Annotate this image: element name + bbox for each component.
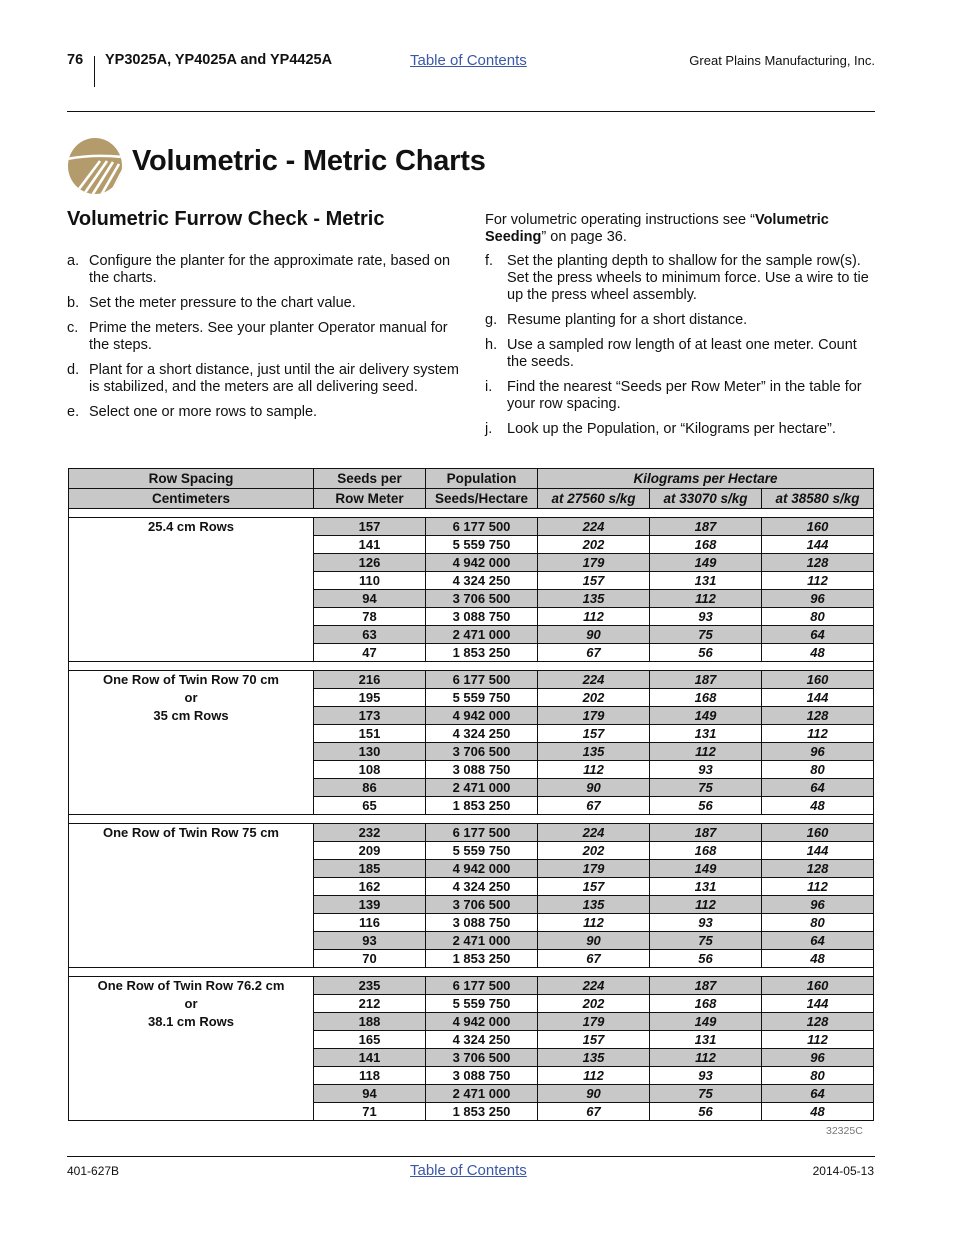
seeds-per-row-meter-cell: 235 — [314, 977, 426, 995]
kg-per-hectare-cell: 157 — [538, 725, 650, 743]
kg-per-hectare-cell: 149 — [650, 707, 762, 725]
kg-per-hectare-cell: 187 — [650, 824, 762, 842]
kg-per-hectare-cell: 128 — [762, 554, 874, 572]
row-spacing-label — [69, 824, 314, 968]
seeds-per-row-meter-cell: 195 — [314, 689, 426, 707]
kg-per-hectare-cell: 187 — [650, 518, 762, 536]
header-seeds-hectare: Seeds/Hectare — [426, 489, 538, 509]
kg-per-hectare-cell: 144 — [762, 995, 874, 1013]
kg-per-hectare-cell: 202 — [538, 689, 650, 707]
row-spacing-line: or — [184, 996, 198, 1011]
kg-per-hectare-cell: 160 — [762, 518, 874, 536]
population-cell: 3 088 750 — [426, 608, 538, 626]
step-text: Set the planting depth to shallow for the sample row(s). Set the press wheels to minimum force. Use a wire to tie up the press wheel assembly. — [507, 253, 869, 303]
kg-per-hectare-cell: 131 — [650, 1031, 762, 1049]
kg-per-hectare-cell: 149 — [650, 554, 762, 572]
document-date: 2014-05-13 — [812, 1164, 874, 1178]
row-spacing-line: 25.4 cm Rows — [148, 519, 234, 534]
header-population: Population — [426, 469, 538, 489]
kg-per-hectare-cell: 75 — [650, 779, 762, 797]
step-text: Prime the meters. See your planter Operator manual for the steps. — [89, 320, 448, 353]
population-cell: 4 942 000 — [426, 1013, 538, 1031]
population-cell: 1 853 250 — [426, 797, 538, 815]
header-kg-col: at 38580 s/kg — [762, 489, 874, 509]
population-cell: 1 853 250 — [426, 644, 538, 662]
seeds-per-row-meter-cell: 78 — [314, 608, 426, 626]
kg-per-hectare-cell: 80 — [762, 761, 874, 779]
kg-per-hectare-cell: 48 — [762, 950, 874, 968]
table-row — [69, 824, 874, 842]
kg-per-hectare-cell: 112 — [538, 608, 650, 626]
section-heading: Volumetric Furrow Check - Metric — [67, 208, 385, 230]
kg-per-hectare-cell: 135 — [538, 743, 650, 761]
kg-per-hectare-cell: 131 — [650, 725, 762, 743]
seeds-per-row-meter-cell: 47 — [314, 644, 426, 662]
population-cell: 6 177 500 — [426, 977, 538, 995]
seeds-per-row-meter-cell: 157 — [314, 518, 426, 536]
step-letter: j. — [485, 421, 493, 437]
great-plains-logo-icon — [67, 137, 123, 195]
kg-per-hectare-cell: 64 — [762, 626, 874, 644]
population-cell: 6 177 500 — [426, 671, 538, 689]
step-item — [485, 337, 877, 371]
step-text: Look up the Population, or “Kilograms per hectare”. — [507, 421, 836, 437]
population-cell: 5 559 750 — [426, 536, 538, 554]
population-cell: 3 088 750 — [426, 914, 538, 932]
kg-per-hectare-cell: 67 — [538, 644, 650, 662]
kg-per-hectare-cell: 160 — [762, 977, 874, 995]
step-letter: d. — [67, 362, 80, 378]
population-cell: 3 088 750 — [426, 761, 538, 779]
kg-per-hectare-cell: 112 — [762, 725, 874, 743]
header-kg-col: at 33070 s/kg — [650, 489, 762, 509]
kg-per-hectare-cell: 75 — [650, 1085, 762, 1103]
step-letter: b. — [67, 295, 80, 311]
step-letter: e. — [67, 404, 80, 420]
step-text: Plant for a short distance, just until the air delivery system is stabilized, and the meters are all delivering seed. — [89, 362, 459, 395]
kg-per-hectare-cell: 160 — [762, 671, 874, 689]
kg-per-hectare-cell: 48 — [762, 644, 874, 662]
step-item — [485, 421, 877, 438]
kg-per-hectare-cell: 187 — [650, 977, 762, 995]
kg-per-hectare-cell: 157 — [538, 1031, 650, 1049]
population-cell: 4 942 000 — [426, 860, 538, 878]
kg-per-hectare-cell: 96 — [762, 743, 874, 761]
seeds-per-row-meter-cell: 118 — [314, 1067, 426, 1085]
seeds-per-row-meter-cell: 216 — [314, 671, 426, 689]
kg-per-hectare-cell: 160 — [762, 824, 874, 842]
step-text: Find the nearest “Seeds per Row Meter” in the table for your row spacing. — [507, 379, 862, 412]
kg-per-hectare-cell: 64 — [762, 1085, 874, 1103]
step-item — [67, 320, 462, 354]
population-cell: 4 324 250 — [426, 572, 538, 590]
row-spacing-line: One Row of Twin Row 70 cm — [103, 672, 279, 687]
kg-per-hectare-cell: 112 — [762, 878, 874, 896]
steps-right — [485, 212, 877, 446]
document-number: 401-627B — [67, 1164, 120, 1178]
header-row-meter: Row Meter — [314, 489, 426, 509]
page-title: Volumetric - Metric Charts — [132, 145, 486, 177]
header-rule — [67, 111, 875, 112]
kg-per-hectare-cell: 144 — [762, 689, 874, 707]
seeds-per-row-meter-cell: 232 — [314, 824, 426, 842]
figure-id: 32325C — [826, 1125, 863, 1137]
group-spacer — [69, 662, 874, 671]
population-cell: 6 177 500 — [426, 824, 538, 842]
kg-per-hectare-cell: 67 — [538, 1103, 650, 1121]
seeds-per-row-meter-cell: 86 — [314, 779, 426, 797]
seeds-per-row-meter-cell: 185 — [314, 860, 426, 878]
seeds-per-row-meter-cell: 141 — [314, 1049, 426, 1067]
seeds-per-row-meter-cell: 108 — [314, 761, 426, 779]
seeds-per-row-meter-cell: 71 — [314, 1103, 426, 1121]
kg-per-hectare-cell: 112 — [538, 914, 650, 932]
population-cell: 5 559 750 — [426, 995, 538, 1013]
kg-per-hectare-cell: 90 — [538, 626, 650, 644]
step-item — [67, 404, 462, 421]
step-letter: f. — [485, 253, 494, 269]
spacer-cell — [69, 815, 874, 824]
kg-per-hectare-cell: 90 — [538, 932, 650, 950]
kg-per-hectare-cell: 202 — [538, 995, 650, 1013]
kg-per-hectare-cell: 112 — [762, 572, 874, 590]
kg-per-hectare-cell: 64 — [762, 779, 874, 797]
intro-reference: Volumetric Seeding — [485, 212, 829, 245]
kg-per-hectare-cell: 179 — [538, 1013, 650, 1031]
kg-per-hectare-cell: 64 — [762, 932, 874, 950]
toc-link-footer[interactable]: Table of Contents — [410, 1162, 527, 1179]
kg-per-hectare-cell: 112 — [650, 590, 762, 608]
steps-left — [67, 253, 462, 429]
step-item — [485, 379, 877, 413]
kg-per-hectare-cell: 80 — [762, 914, 874, 932]
kg-per-hectare-cell: 224 — [538, 824, 650, 842]
intro-text-after: ” on page 36. — [541, 229, 627, 245]
kg-per-hectare-cell: 56 — [650, 644, 762, 662]
company-name: Great Plains Manufacturing, Inc. — [689, 53, 875, 68]
population-cell: 1 853 250 — [426, 950, 538, 968]
kg-per-hectare-cell: 112 — [650, 743, 762, 761]
kg-per-hectare-cell: 135 — [538, 590, 650, 608]
kg-per-hectare-cell: 157 — [538, 878, 650, 896]
spacer-cell — [69, 968, 874, 977]
seeds-per-row-meter-cell: 151 — [314, 725, 426, 743]
population-cell: 4 942 000 — [426, 554, 538, 572]
row-spacing-label — [69, 977, 314, 1121]
kg-per-hectare-cell: 187 — [650, 671, 762, 689]
row-spacing-line: or — [184, 690, 198, 705]
population-cell: 3 706 500 — [426, 896, 538, 914]
step-item — [485, 312, 877, 329]
kg-per-hectare-cell: 168 — [650, 689, 762, 707]
kg-per-hectare-cell: 168 — [650, 842, 762, 860]
step-item — [485, 253, 877, 304]
seeds-per-row-meter-cell: 94 — [314, 1085, 426, 1103]
table-row — [69, 518, 874, 536]
seeds-per-row-meter-cell: 116 — [314, 914, 426, 932]
population-cell: 2 471 000 — [426, 626, 538, 644]
seeds-per-row-meter-cell: 212 — [314, 995, 426, 1013]
step-item — [67, 295, 462, 312]
kg-per-hectare-cell: 112 — [538, 761, 650, 779]
group-spacer — [69, 815, 874, 824]
kg-per-hectare-cell: 202 — [538, 536, 650, 554]
seeds-per-row-meter-cell: 188 — [314, 1013, 426, 1031]
kg-per-hectare-cell: 67 — [538, 797, 650, 815]
intro-paragraph — [485, 212, 877, 246]
document-title: YP3025A, YP4025A and YP4425A — [105, 52, 333, 68]
kg-per-hectare-cell: 128 — [762, 1013, 874, 1031]
seeds-per-row-meter-cell: 162 — [314, 878, 426, 896]
row-spacing-line: 35 cm Rows — [153, 708, 229, 723]
seeds-per-row-meter-cell: 173 — [314, 707, 426, 725]
kg-per-hectare-cell: 202 — [538, 842, 650, 860]
kg-per-hectare-cell: 80 — [762, 608, 874, 626]
population-cell: 2 471 000 — [426, 779, 538, 797]
kg-per-hectare-cell: 112 — [762, 1031, 874, 1049]
kg-per-hectare-cell: 93 — [650, 914, 762, 932]
kg-per-hectare-cell: 168 — [650, 536, 762, 554]
kg-per-hectare-cell: 112 — [650, 896, 762, 914]
table-body — [69, 509, 874, 1121]
seeds-per-row-meter-cell: 63 — [314, 626, 426, 644]
kg-per-hectare-cell: 168 — [650, 995, 762, 1013]
population-cell: 1 853 250 — [426, 1103, 538, 1121]
kg-per-hectare-cell: 144 — [762, 842, 874, 860]
kg-per-hectare-cell: 149 — [650, 1013, 762, 1031]
header-centimeters: Centimeters — [69, 489, 314, 509]
table-header — [69, 469, 874, 509]
kg-per-hectare-cell: 131 — [650, 878, 762, 896]
kg-per-hectare-cell: 149 — [650, 860, 762, 878]
population-cell: 4 324 250 — [426, 1031, 538, 1049]
kg-per-hectare-cell: 93 — [650, 608, 762, 626]
footer-rule — [67, 1156, 875, 1157]
kg-per-hectare-cell: 48 — [762, 1103, 874, 1121]
seeds-per-row-meter-cell: 165 — [314, 1031, 426, 1049]
kg-per-hectare-cell: 128 — [762, 860, 874, 878]
row-spacing-line: One Row of Twin Row 76.2 cm — [97, 978, 285, 993]
table-row — [69, 671, 874, 689]
header-seeds-per: Seeds per — [314, 469, 426, 489]
population-cell: 4 324 250 — [426, 878, 538, 896]
kg-per-hectare-cell: 56 — [650, 950, 762, 968]
kg-per-hectare-cell: 135 — [538, 1049, 650, 1067]
seeds-per-row-meter-cell: 110 — [314, 572, 426, 590]
seeds-per-row-meter-cell: 94 — [314, 590, 426, 608]
kg-per-hectare-cell: 80 — [762, 1067, 874, 1085]
header-row-spacing: Row Spacing — [69, 469, 314, 489]
toc-link-header[interactable]: Table of Contents — [410, 52, 527, 69]
header-divider — [94, 56, 95, 87]
step-text: Use a sampled row length of at least one meter. Count the seeds. — [507, 337, 857, 370]
population-cell: 3 706 500 — [426, 1049, 538, 1067]
seeds-per-row-meter-cell: 139 — [314, 896, 426, 914]
table-row — [69, 977, 874, 995]
header-kg-per-hectare: Kilograms per Hectare — [538, 469, 874, 489]
kg-per-hectare-cell: 144 — [762, 536, 874, 554]
population-cell: 2 471 000 — [426, 932, 538, 950]
kg-per-hectare-cell: 96 — [762, 590, 874, 608]
row-spacing-label — [69, 518, 314, 662]
step-letter: c. — [67, 320, 79, 336]
population-cell: 4 942 000 — [426, 707, 538, 725]
seeds-per-row-meter-cell: 130 — [314, 743, 426, 761]
group-spacer — [69, 509, 874, 518]
kg-per-hectare-cell: 93 — [650, 761, 762, 779]
kg-per-hectare-cell: 90 — [538, 1085, 650, 1103]
spacer-cell — [69, 509, 874, 518]
kg-per-hectare-cell: 93 — [650, 1067, 762, 1085]
kg-per-hectare-cell: 96 — [762, 896, 874, 914]
kg-per-hectare-cell: 224 — [538, 518, 650, 536]
population-cell: 3 088 750 — [426, 1067, 538, 1085]
volumetric-metric-table — [68, 468, 874, 1121]
kg-per-hectare-cell: 112 — [650, 1049, 762, 1067]
spacer-cell — [69, 662, 874, 671]
kg-per-hectare-cell: 96 — [762, 1049, 874, 1067]
step-text: Select one or more rows to sample. — [89, 404, 318, 420]
kg-per-hectare-cell: 56 — [650, 797, 762, 815]
kg-per-hectare-cell: 179 — [538, 860, 650, 878]
kg-per-hectare-cell: 67 — [538, 950, 650, 968]
seeds-per-row-meter-cell: 141 — [314, 536, 426, 554]
step-text: Configure the planter for the approximate rate, based on the charts. — [89, 253, 451, 286]
kg-per-hectare-cell: 157 — [538, 572, 650, 590]
step-letter: a. — [67, 253, 80, 269]
step-item — [67, 362, 462, 396]
kg-per-hectare-cell: 224 — [538, 671, 650, 689]
kg-per-hectare-cell: 128 — [762, 707, 874, 725]
population-cell: 3 706 500 — [426, 743, 538, 761]
population-cell: 5 559 750 — [426, 842, 538, 860]
seeds-per-row-meter-cell: 70 — [314, 950, 426, 968]
step-letter: h. — [485, 337, 498, 353]
kg-per-hectare-cell: 179 — [538, 554, 650, 572]
group-spacer — [69, 968, 874, 977]
population-cell: 2 471 000 — [426, 1085, 538, 1103]
intro-text: For volumetric operating instructions see “ — [485, 212, 755, 228]
row-spacing-line: 38.1 cm Rows — [148, 1014, 234, 1029]
step-letter: i. — [485, 379, 493, 395]
population-cell: 3 706 500 — [426, 590, 538, 608]
kg-per-hectare-cell: 56 — [650, 1103, 762, 1121]
step-letter: g. — [485, 312, 498, 328]
kg-per-hectare-cell: 135 — [538, 896, 650, 914]
kg-per-hectare-cell: 48 — [762, 797, 874, 815]
kg-per-hectare-cell: 75 — [650, 932, 762, 950]
kg-per-hectare-cell: 75 — [650, 626, 762, 644]
kg-per-hectare-cell: 90 — [538, 779, 650, 797]
population-cell: 5 559 750 — [426, 689, 538, 707]
kg-per-hectare-cell: 224 — [538, 977, 650, 995]
seeds-per-row-meter-cell: 65 — [314, 797, 426, 815]
kg-per-hectare-cell: 112 — [538, 1067, 650, 1085]
page-number: 76 — [67, 52, 84, 68]
step-text: Set the meter pressure to the chart value. — [89, 295, 356, 311]
kg-per-hectare-cell: 131 — [650, 572, 762, 590]
step-text: Resume planting for a short distance. — [507, 312, 748, 328]
row-spacing-label — [69, 671, 314, 815]
seeds-per-row-meter-cell: 126 — [314, 554, 426, 572]
seeds-per-row-meter-cell: 209 — [314, 842, 426, 860]
population-cell: 6 177 500 — [426, 518, 538, 536]
seeds-per-row-meter-cell: 93 — [314, 932, 426, 950]
kg-per-hectare-cell: 179 — [538, 707, 650, 725]
step-item — [67, 253, 462, 287]
row-spacing-line: One Row of Twin Row 75 cm — [103, 825, 279, 840]
header-kg-col: at 27560 s/kg — [538, 489, 650, 509]
population-cell: 4 324 250 — [426, 725, 538, 743]
